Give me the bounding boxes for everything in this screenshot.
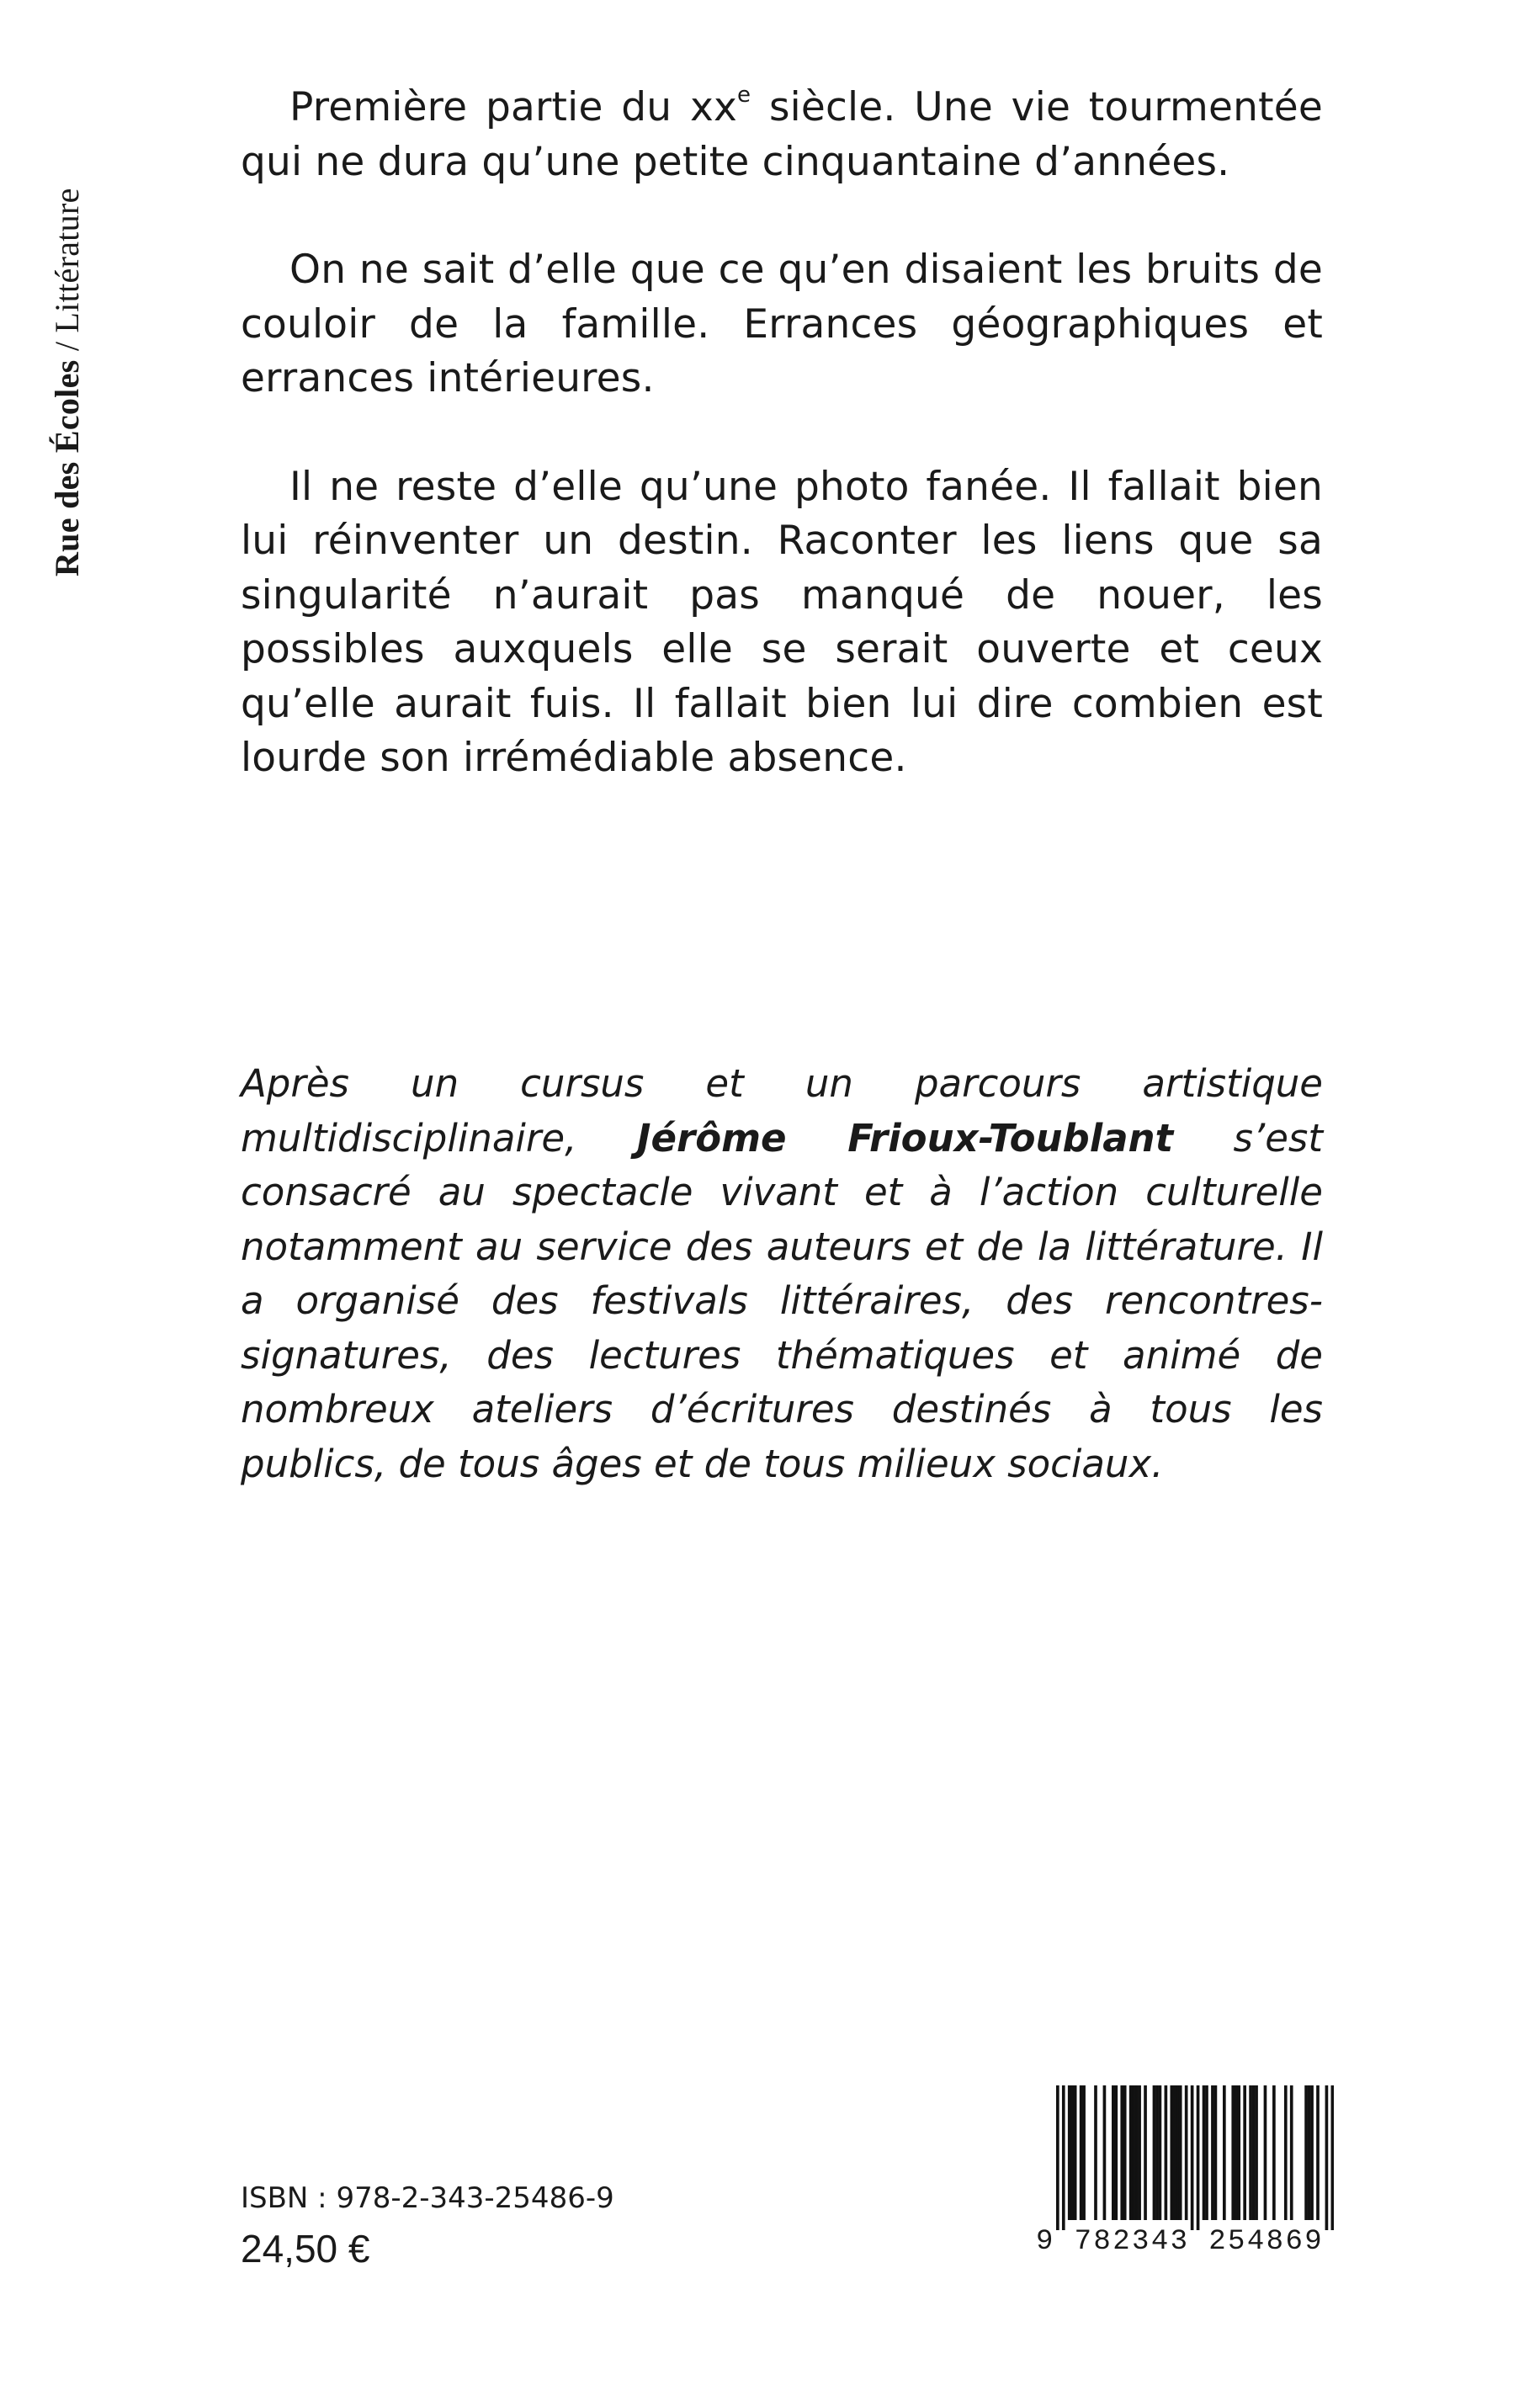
- barcode-bar: [1082, 2085, 1086, 2220]
- barcode-bar: [1138, 2085, 1141, 2220]
- barcode-bar: [1080, 2085, 1083, 2220]
- barcode-bar: [1252, 2085, 1256, 2220]
- barcode-bar: [1144, 2085, 1147, 2220]
- barcode: [1056, 2085, 1334, 2230]
- barcode-bar: [1235, 2085, 1238, 2220]
- barcode-bar: [1214, 2085, 1218, 2220]
- barcode-bar: [1173, 2085, 1176, 2220]
- barcode-bar: [1068, 2085, 1071, 2220]
- author-name: Jérôme Frioux-Toublant: [636, 1115, 1174, 1161]
- century-superscript: e: [737, 82, 751, 108]
- barcode-bar: [1070, 2085, 1074, 2220]
- isbn: ISBN : 978-2-343-25486-9: [241, 2181, 614, 2215]
- barcode-bar: [1264, 2085, 1267, 2220]
- barcode-bar: [1155, 2085, 1159, 2220]
- barcode-bar: [1203, 2085, 1206, 2220]
- barcode-bar: [1135, 2085, 1139, 2220]
- category-name: Littérature: [48, 188, 86, 333]
- barcode-bar: [1176, 2085, 1179, 2220]
- spine-label: [34, 38, 101, 576]
- barcode-bar: [1308, 2085, 1311, 2220]
- barcode-bar: [1331, 2085, 1334, 2230]
- barcode-bar: [1132, 2085, 1135, 2220]
- author-bio: Après un cursus et un parcours artistique multidisciplinaire, Jérôme Frioux-Toublant s’est consacré au spectacle vivant et à l’action culturelle notamment au service des auteurs et de la littérature. Il a organisé des festivals littéraires, des rencontres-signatures, des lectures thématiques et animé de nombreux ateliers d’écritures destinés à tous les publics, de tous âges et de tous milieux sociaux.: [241, 1061, 1323, 1486]
- barcode-bar: [1159, 2085, 1162, 2220]
- barcode-bar: [1185, 2085, 1188, 2220]
- barcode-bar: [1179, 2085, 1182, 2220]
- barcode-digits: 9 782343 254869: [1036, 2226, 1325, 2258]
- barcode-bar: [1325, 2085, 1329, 2230]
- blurb-paragraph-2: On ne sait d’elle que ce qu’en disaient les bruits de couloir de la famille. Errances géographiques et errances intérieures.: [241, 247, 1323, 401]
- barcode-bar: [1304, 2085, 1308, 2220]
- barcode-bar: [1211, 2085, 1214, 2220]
- spine-separator: /: [48, 332, 86, 360]
- barcode-bar: [1231, 2085, 1235, 2220]
- barcode-bar: [1094, 2085, 1097, 2220]
- barcode-bar: [1120, 2085, 1123, 2220]
- barcode-bar: [1153, 2085, 1156, 2220]
- blurb-paragraph-3: Il ne reste d’elle qu’une photo fanée. Il fallait bien lui réinventer un destin. Raconter les liens que sa singularité n’aurait pas manqué de nouer, les possibles auxquels elle se serait ouverte et ceux qu’elle aurait fuis. Il fallait bien lui dire combien est lourde son irrémédiable absence.: [241, 463, 1323, 781]
- barcode-bar: [1197, 2085, 1200, 2230]
- barcode-bar: [1316, 2085, 1320, 2220]
- barcode-bar: [1243, 2085, 1246, 2220]
- barcode-bar: [1310, 2085, 1314, 2220]
- barcode-bar: [1191, 2085, 1194, 2230]
- barcode-bar: [1170, 2085, 1173, 2220]
- barcode-bar: [1074, 2085, 1077, 2220]
- barcode-bar: [1103, 2085, 1107, 2220]
- barcode-bar: [1237, 2085, 1240, 2220]
- barcode-bar: [1123, 2085, 1127, 2220]
- barcode-bar: [1290, 2085, 1293, 2220]
- collection-name: Rue des Écoles: [48, 359, 86, 576]
- barcode-bar: [1205, 2085, 1208, 2220]
- barcode-bar: [1114, 2085, 1118, 2220]
- price: 24,50 €: [241, 2227, 370, 2271]
- barcode-bar: [1062, 2085, 1065, 2230]
- barcode-bar: [1165, 2085, 1168, 2220]
- back-cover-blurb: [241, 81, 1323, 840]
- barcode-bar: [1112, 2085, 1115, 2220]
- barcode-bar: [1223, 2085, 1226, 2220]
- blurb-paragraph-1: Première partie du $xx^e$ siècle. Une vie tourmentée qui ne dura qu’une petite cinquantaine d’années.: [241, 82, 1323, 185]
- barcode-bar: [1255, 2085, 1258, 2220]
- barcode-bar: [1129, 2085, 1133, 2220]
- barcode-bar: [1249, 2085, 1252, 2220]
- barcode-bar: [1284, 2085, 1288, 2220]
- barcode-bar: [1272, 2085, 1276, 2220]
- barcode-bars: [1056, 2085, 1334, 2230]
- barcode-bar: [1056, 2085, 1059, 2230]
